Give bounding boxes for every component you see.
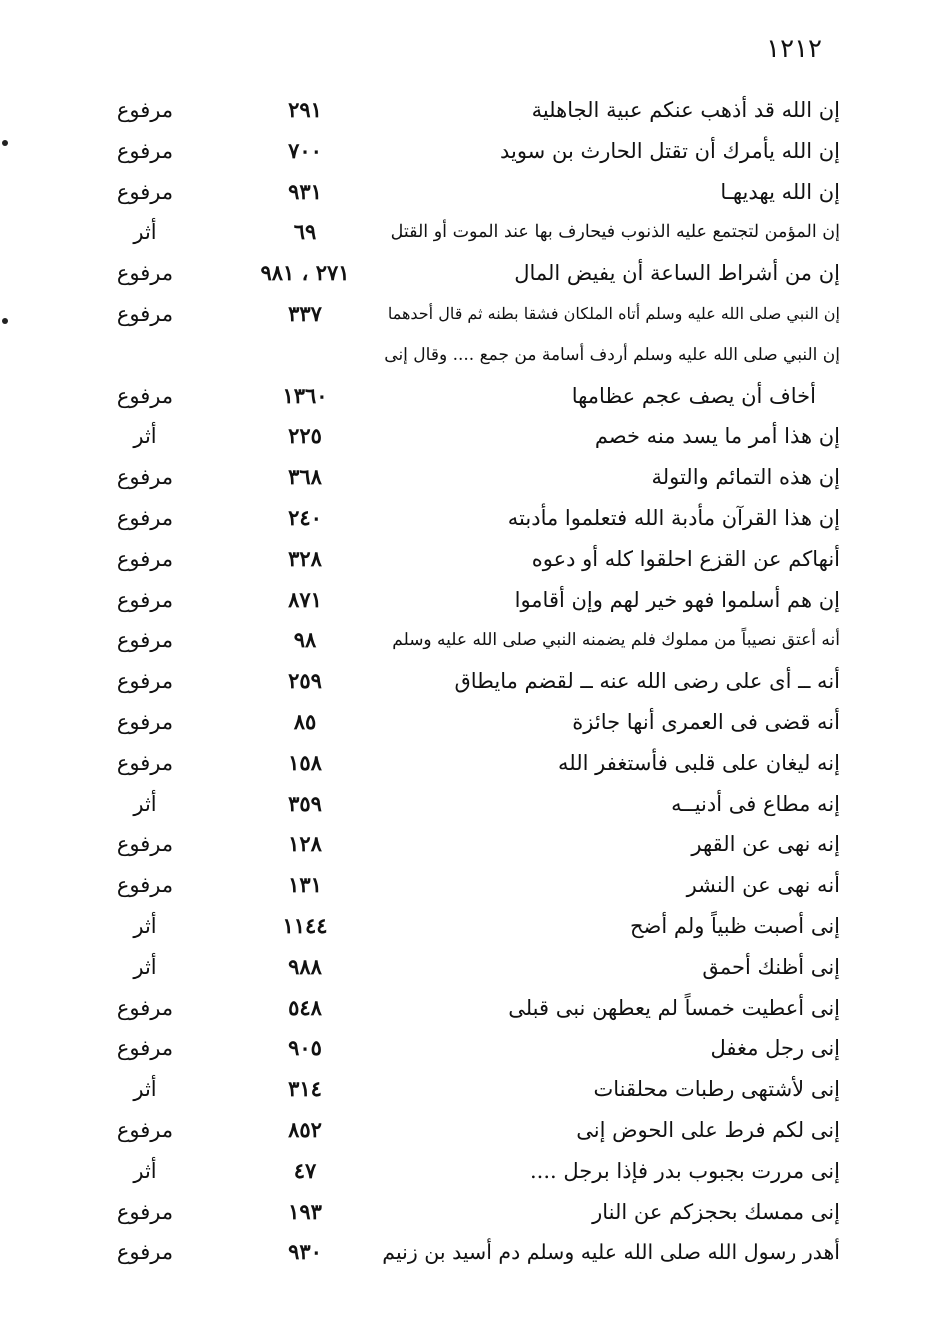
index-entry-row bbox=[100, 824, 840, 865]
narration-type: أثر bbox=[133, 791, 157, 816]
page-number: ١٢١٢ bbox=[766, 34, 822, 64]
index-entry-row bbox=[100, 212, 840, 253]
narration-type: أثر bbox=[133, 424, 157, 449]
narration-type: مرفوع bbox=[116, 465, 174, 490]
hadith-text: إنه ليغان على قلبى فأستغفر الله bbox=[558, 750, 840, 775]
page-reference: ٩٣٠ bbox=[288, 1239, 322, 1265]
hadith-text: أنه قضى فى العمرى أنها جائزة bbox=[572, 709, 840, 734]
page-reference: ٢٢٥ bbox=[288, 423, 322, 449]
narration-type: مرفوع bbox=[116, 832, 174, 857]
hadith-text: إن من أشراط الساعة أن يفيض المال bbox=[514, 261, 840, 286]
index-entry-row bbox=[100, 335, 840, 376]
narration-type: مرفوع bbox=[116, 995, 174, 1020]
hadith-text: إن هم أسلموا فهو خير لهم وإن أقاموا bbox=[514, 587, 840, 612]
page-reference: ٣٥٩ bbox=[288, 790, 322, 816]
hadith-text: إنى لكم فرط على الحوض إنى bbox=[576, 1117, 840, 1142]
index-entry-row bbox=[100, 906, 840, 947]
index-entry-row bbox=[100, 702, 840, 743]
page-reference: ٢٧١ ، ٩٨١ bbox=[260, 260, 350, 286]
page-reference: ٩٣١ bbox=[288, 178, 322, 204]
page-reference: ٩٨٨ bbox=[288, 953, 322, 979]
narration-type: مرفوع bbox=[116, 138, 174, 163]
narration-type: مرفوع bbox=[116, 628, 174, 653]
narration-type: مرفوع bbox=[116, 505, 174, 530]
narration-type: مرفوع bbox=[116, 301, 174, 326]
narration-type: أثر bbox=[133, 220, 157, 245]
narration-type: مرفوع bbox=[116, 873, 174, 898]
hadith-text: إن هذه التمائم والتولة bbox=[651, 465, 840, 490]
index-entry-row bbox=[100, 1110, 840, 1151]
margin-dot bbox=[2, 318, 8, 324]
page-reference: ٢٥٩ bbox=[288, 668, 322, 694]
hadith-text: إن الله يهديهـا bbox=[720, 179, 840, 204]
index-entry-row bbox=[100, 988, 840, 1029]
index-entry-row bbox=[100, 172, 840, 213]
narration-type: مرفوع bbox=[116, 98, 174, 122]
hadith-text: أخاف أن يصف عجم عظامها bbox=[571, 383, 816, 408]
hadith-text: إن الله قد أذهب عنكم عبية الجاهلية bbox=[531, 98, 840, 122]
hadith-text: أنه ــ أى على رضى الله عنه ــ لقضم مايطاق bbox=[454, 669, 840, 694]
index-entry-row bbox=[100, 661, 840, 702]
hadith-text: إنى لأشتهى رطبات محلقنات bbox=[593, 1077, 840, 1102]
hadith-text: إنى رجل مغفل bbox=[710, 1036, 840, 1061]
index-entry-row bbox=[100, 376, 840, 417]
page-reference: ٨٥٢ bbox=[288, 1116, 322, 1142]
hadith-text: إن الله يأمرك أن تقتل الحارث بن سويد bbox=[499, 138, 840, 163]
hadith-text: إنى ممسك بحجزكم عن النار bbox=[592, 1199, 840, 1224]
hadith-text: إنى أظنك أحمق bbox=[702, 954, 840, 979]
page-reference: ٦٩ bbox=[293, 219, 317, 245]
index-entry-row bbox=[100, 1192, 840, 1233]
hadith-text: إنه نهى عن القهر bbox=[691, 832, 840, 857]
index-entry-row bbox=[100, 1232, 840, 1273]
margin-dot bbox=[2, 140, 8, 146]
index-entry-row bbox=[100, 90, 840, 131]
hadith-text: إنى أصبت ظبياً ولم أضح bbox=[629, 913, 840, 938]
index-entry-row bbox=[100, 457, 840, 498]
narration-type: أثر bbox=[133, 1158, 157, 1183]
narration-type: أثر bbox=[133, 954, 157, 979]
page-reference: ٤٧ bbox=[293, 1157, 317, 1183]
hadith-text: إن النبي صلى الله عليه وسلم أتاه الملكان فشقا بطنه ثم قال أحدهما bbox=[387, 303, 840, 323]
index-entry-row bbox=[100, 865, 840, 906]
index-entry-row bbox=[100, 416, 840, 457]
narration-type: مرفوع bbox=[116, 546, 174, 571]
hadith-index-list bbox=[100, 90, 840, 1273]
narration-type: مرفوع bbox=[116, 669, 174, 694]
page-reference: ١٩٣ bbox=[288, 1198, 322, 1224]
page-reference: ٣٦٨ bbox=[288, 464, 322, 490]
narration-type: مرفوع bbox=[116, 179, 174, 204]
page-reference: ٧٠٠ bbox=[288, 137, 322, 163]
index-entry-row bbox=[100, 1069, 840, 1110]
page-reference: ١٣٦٠ bbox=[282, 382, 328, 408]
hadith-text: أنه أعتق نصيباً من مملوك فلم يضمنه النبي صلى الله عليه وسلم bbox=[392, 630, 840, 651]
hadith-text: إنى أعطيت خمساً لم يعطهن نبى قبلى bbox=[508, 995, 840, 1020]
page-reference: ٣٣٧ bbox=[288, 300, 322, 326]
page-reference: ١٢٨ bbox=[288, 831, 322, 857]
narration-type: أثر bbox=[133, 1077, 157, 1102]
index-entry-row bbox=[100, 580, 840, 621]
hadith-text: إن هذا القرآن مأدبة الله فتعلموا مأدبته bbox=[507, 505, 840, 530]
narration-type: مرفوع bbox=[116, 1240, 174, 1265]
page-reference: ٢٩١ bbox=[288, 97, 322, 122]
index-entry-row bbox=[100, 253, 840, 294]
hadith-text: إنه مطاع فى أدنيــه bbox=[671, 791, 840, 816]
hadith-text: أنهاكم عن القزع احلقوا كله أو دعوه bbox=[531, 546, 840, 571]
index-entry-row bbox=[100, 131, 840, 172]
page-reference: ٨٧١ bbox=[288, 586, 322, 612]
hadith-text: إن المؤمن لتجتمع عليه الذنوب فيحارف بها عند الموت أو القتل bbox=[390, 222, 840, 243]
narration-type: مرفوع bbox=[116, 1199, 174, 1224]
hadith-text: إن هذا أمر ما يسد منه خصم bbox=[594, 424, 840, 449]
index-entry-row bbox=[100, 620, 840, 661]
index-entry-row bbox=[100, 498, 840, 539]
index-entry-row bbox=[100, 539, 840, 580]
index-entry-row bbox=[100, 743, 840, 784]
narration-type: مرفوع bbox=[116, 1036, 174, 1061]
page-reference: ٢٤٠ bbox=[288, 504, 322, 530]
page-reference: ٩٨ bbox=[293, 627, 317, 653]
narration-type: أثر bbox=[133, 913, 157, 938]
narration-type: مرفوع bbox=[116, 1117, 174, 1142]
hadith-text: أنه نهى عن النشر bbox=[686, 873, 840, 898]
page-reference: ٣٢٨ bbox=[288, 545, 322, 571]
index-entry-row bbox=[100, 947, 840, 988]
index-entry-row bbox=[100, 784, 840, 825]
index-entry-row bbox=[100, 1028, 840, 1069]
page-reference: ٣١٤ bbox=[288, 1076, 322, 1102]
narration-type: مرفوع bbox=[116, 383, 174, 408]
narration-type: مرفوع bbox=[116, 750, 174, 775]
page-reference: ٩٠٥ bbox=[288, 1035, 322, 1061]
page-reference: ١٥٨ bbox=[288, 749, 322, 775]
page-reference: ١١٤٤ bbox=[282, 912, 328, 938]
narration-type: مرفوع bbox=[116, 261, 174, 286]
hadith-text: أهدر رسول الله صلى الله عليه وسلم دم أسيد بن زنيم bbox=[382, 1240, 840, 1265]
page-reference: ١٣١ bbox=[288, 872, 322, 898]
hadith-text: إن النبي صلى الله عليه وسلم أردف أسامة من جمع .... وقال إنى bbox=[384, 344, 840, 365]
page-reference: ٨٥ bbox=[293, 708, 317, 734]
index-entry-row bbox=[100, 294, 840, 335]
hadith-text: إنى مررت بجبوب بدر فإذا برجل .... bbox=[530, 1158, 840, 1183]
page-reference: ٥٤٨ bbox=[288, 994, 322, 1020]
narration-type: مرفوع bbox=[116, 587, 174, 612]
index-entry-row bbox=[100, 1151, 840, 1192]
narration-type: مرفوع bbox=[116, 709, 174, 734]
